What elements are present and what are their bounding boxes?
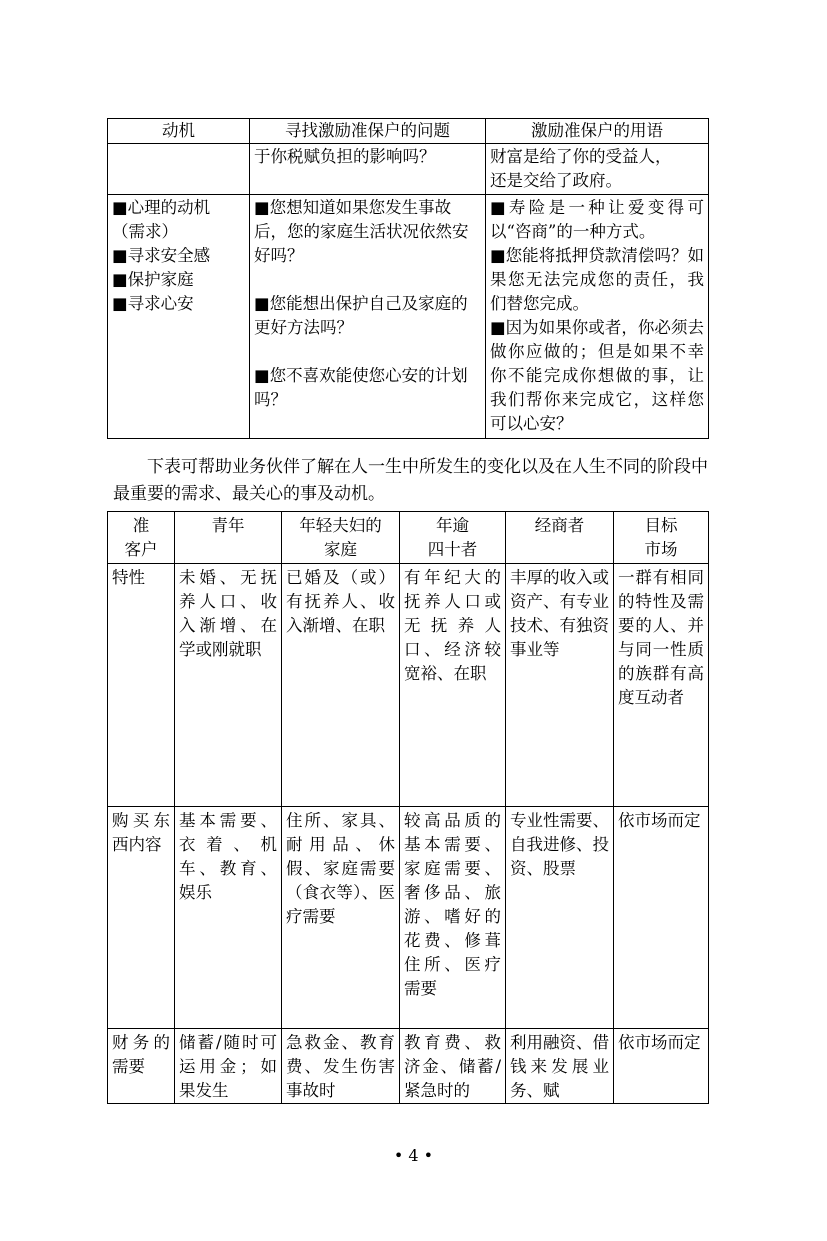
table-row [108,564,709,807]
table-cell [250,144,486,195]
header-businessman: 经商者 [506,512,614,564]
table-cell: 一群有相同的特性及需要的人、并与同一性质的族群有高度互动者 [614,564,709,807]
table-row [108,1029,709,1104]
header-phrases: 激励准保户的用语 [486,119,709,144]
question-text: ■您不喜欢能使您心安的计划吗？ [254,366,468,409]
question-text: ■您能想出保护自己及家庭的更好方法吗？ [254,294,468,337]
header-target-market: 目标 市场 [614,512,709,564]
motive-item: ■寻求安全感 [112,246,211,265]
table-row [108,195,709,439]
table-header-row [108,119,709,144]
table-cell: 未婚、无抚养人口、收入渐增、在学或刚就职 [175,564,282,807]
table-cell: 有年纪大的抚养人口或无抚养人口、经济较宽裕、在职 [400,564,506,807]
table-cell: 依市场而定 [614,1029,709,1104]
phrase-text: ■您能将抵押贷款清偿吗？如果您无法完成您的责任，我们替您完成。 [490,246,704,313]
table-cell: 利用融资、借钱来发展业务、赋 [506,1029,614,1104]
row-label: 财务的需要 [108,1029,175,1104]
life-stage-table [107,511,709,1104]
table-cell: 储蓄/随时可运用金；如果发生 [175,1029,282,1104]
header-prospect: 准 客户 [108,512,175,564]
table-cell: 依市场而定 [614,807,709,1029]
table-cell: 教育费、救济金、储蓄/紧急时的 [400,1029,506,1104]
page-number: • 4 • [393,1146,434,1165]
table-cell: 急救金、教育费、发生伤害事故时 [282,1029,400,1104]
table-cell: 较高品质的基本需要、家庭需要、奢侈品、旅游、嗜好的花费、修葺住所、医疗需要 [400,807,506,1029]
table-cell [486,144,709,195]
motivation-table [107,118,709,439]
table-cell: 专业性需要、自我进修、投资、股票 [506,807,614,1029]
cell-text: 财富是给了你的受益人， [490,147,672,166]
header-motivation: 动机 [108,119,250,144]
row-label: 特性 [108,564,175,807]
table-row [108,144,709,195]
table-row [108,807,709,1029]
cell-text: 还是交给了政府。 [490,171,622,190]
row-label: 购买东西内容 [108,807,175,1029]
header-questions: 寻找激励准保户的问题 [250,119,486,144]
motive-item: ■保护家庭 [112,270,194,289]
table-header-row [108,512,709,564]
table-cell [250,195,486,439]
motive-item: ■心理的动机 [112,198,211,217]
phrase-text: ■因为如果你或者，你必须去做你应做的；但是如果不幸你不能完成你想做的事，让我们帮你来完成它，这样您可以心安？ [490,318,704,433]
phrase-text: ■寿险是一种让爱变得可以“咨商”的一种方式。 [490,198,704,241]
table-cell [108,195,250,439]
table-cell: 已婚及（或）有抚养人、收入渐增、在职 [282,564,400,807]
table-cell: 基本需要、衣着、机车、教育、娱乐 [175,807,282,1029]
cell-text: 于你税赋负担的影响吗？ [254,147,436,166]
table-cell [108,144,250,195]
motive-item: ■寻求心安 [112,294,194,313]
header-youth: 青年 [175,512,282,564]
body-paragraph: 下表可帮助业务伙伴了解在人一生中所发生的变化以及在人生不同的阶段中最重要的需求、最关心的事及动机。 [113,457,708,504]
question-text: ■您想知道如果您发生事故后，您的家庭生活状况依然安好吗？ [254,198,469,265]
motive-item: （需求） [112,222,178,241]
table-cell [486,195,709,439]
table-cell: 住所、家具、耐用品、休假、家庭需要（食衣等）、医疗需要 [282,807,400,1029]
header-young-couple: 年轻夫妇的 家庭 [282,512,400,564]
header-over-forty: 年逾 四十者 [400,512,506,564]
table-cell: 丰厚的收入或资产、有专业技术、有独资事业等 [506,564,614,807]
